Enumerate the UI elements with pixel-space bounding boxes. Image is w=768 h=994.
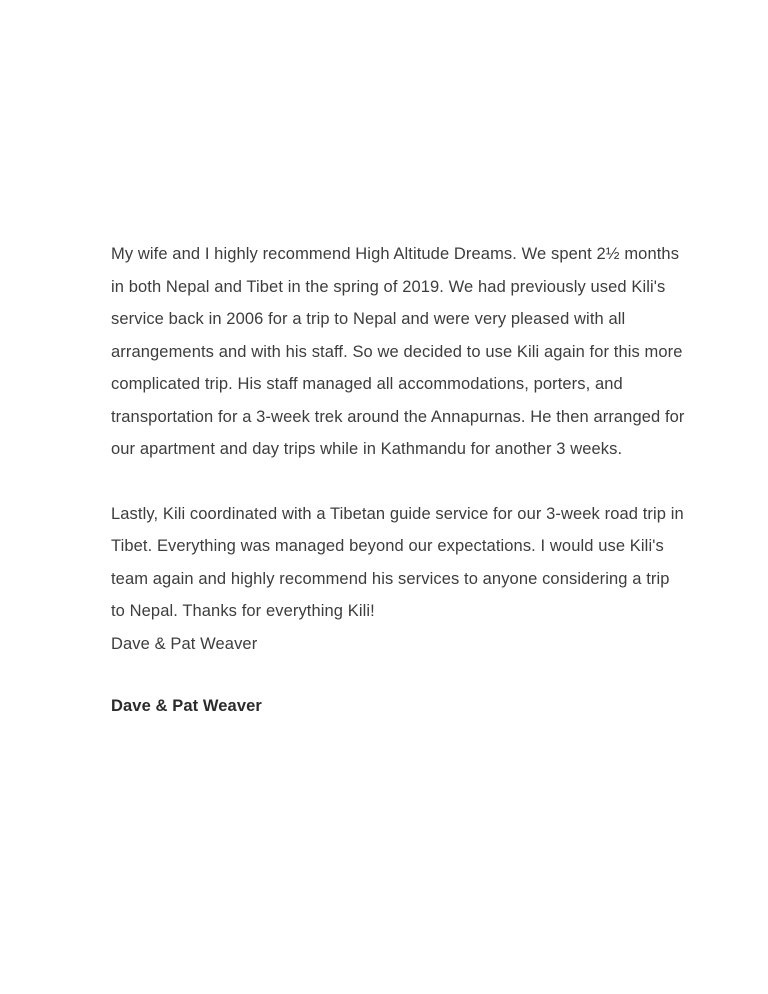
testimonial-block	[111, 238, 687, 719]
testimonial-paragraph-1: My wife and I highly recommend High Altitude Dreams. We spent 2½ months in both Nepal and Tibet in the spring of 2019. We had previously used Kili's service back in 2006 for a trip to Nepal and were very pleased with all arrangements and with his staff. So we decided to use Kili again for this more complicated trip. His staff managed all accommodations, porters, and transportation for a 3-week trek around the Annapurnas. He then arranged for our apartment and day trips while in Kathmandu for another 3 weeks.	[111, 245, 685, 458]
testimonial-author: Dave & Pat Weaver	[111, 697, 262, 715]
testimonial-paragraph-2: Lastly, Kili coordinated with a Tibetan guide service for our 3-week road trip in Tibet. Everything was managed beyond our expectations. I would use Kili's team again and highly recommend his services to anyone considering a trip to Nepal. Thanks for everything Kili!	[111, 504, 684, 620]
testimonial-inline-signature: Dave & Pat Weaver	[111, 634, 258, 653]
